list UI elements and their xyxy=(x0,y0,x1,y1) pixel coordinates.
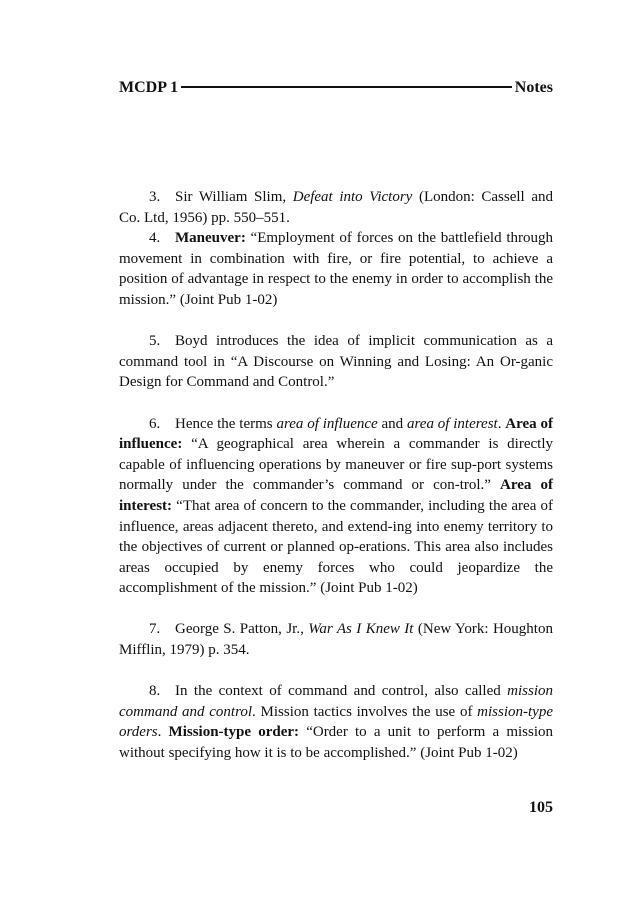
notes-body xyxy=(119,187,553,764)
header-right: Notes xyxy=(514,79,553,96)
page-number: 105 xyxy=(529,799,553,816)
note-5: 5. Boyd introduces the idea of implicit communication as a command tool in “A Discourse on Winning and Losing: An Or-ganic Design for Command and Control.” xyxy=(119,333,553,391)
note-7: 7. George S. Patton, Jr., War As I Knew It (New York: Houghton Mifflin, 1979) p. 354. xyxy=(119,621,553,659)
term: Maneuver: xyxy=(175,230,246,247)
note-8: 8. In the context of command and control, also called mission command and control. Mission tactics involves the use of mission-type orders. Mission-type order: “Order to a unit to perform a mission without specifying how it is to be accomplished.” (Joint Pub 1-02) xyxy=(119,683,553,762)
note-6: 6. Hence the terms area of influence and area of interest. Area of influence: “A geographical area wherein a commander is directly capable of influencing operations by maneuver or fire sup-port systems normally under the commander’s command or con-trol.” Area of interest: “That area of concern to the commander, including the area of influence, areas adjacent thereto, and extend-ing into enemy territory to the objectives of current or planned op-erations. This area also includes areas occupied by enemy forces who could jeopardize the accomplishment of the mission.” (Joint Pub 1-02) xyxy=(119,415,553,597)
note-number: 8. xyxy=(149,683,161,700)
term: Area of influence: xyxy=(119,415,553,453)
term: Area of interest: xyxy=(119,477,553,514)
note-number: 3. xyxy=(149,189,161,205)
note-3: 3. Sir William Slim, Defeat into Victory (London: Cassell and Co. Ltd, 1956) pp. 550–551. xyxy=(119,189,553,226)
term: Mission-type order: xyxy=(168,724,300,741)
note-4: 4. Maneuver: “Employment of forces on the battlefield through movement in combination with fire, or fire potential, to achieve a position of advantage in respect to the enemy in order to accomplish the mission.” (Joint Pub 1-02) xyxy=(119,230,553,308)
running-header xyxy=(119,77,553,99)
header-left: MCDP 1 xyxy=(119,79,179,96)
note-number: 6. xyxy=(149,415,161,432)
note-number: 5. xyxy=(149,333,161,350)
note-number: 4. xyxy=(149,230,161,247)
note-number: 7. xyxy=(149,621,161,638)
header-rule xyxy=(181,86,512,88)
book-title: Defeat into Victory xyxy=(292,189,413,205)
book-title: War As I Knew It xyxy=(308,621,414,638)
